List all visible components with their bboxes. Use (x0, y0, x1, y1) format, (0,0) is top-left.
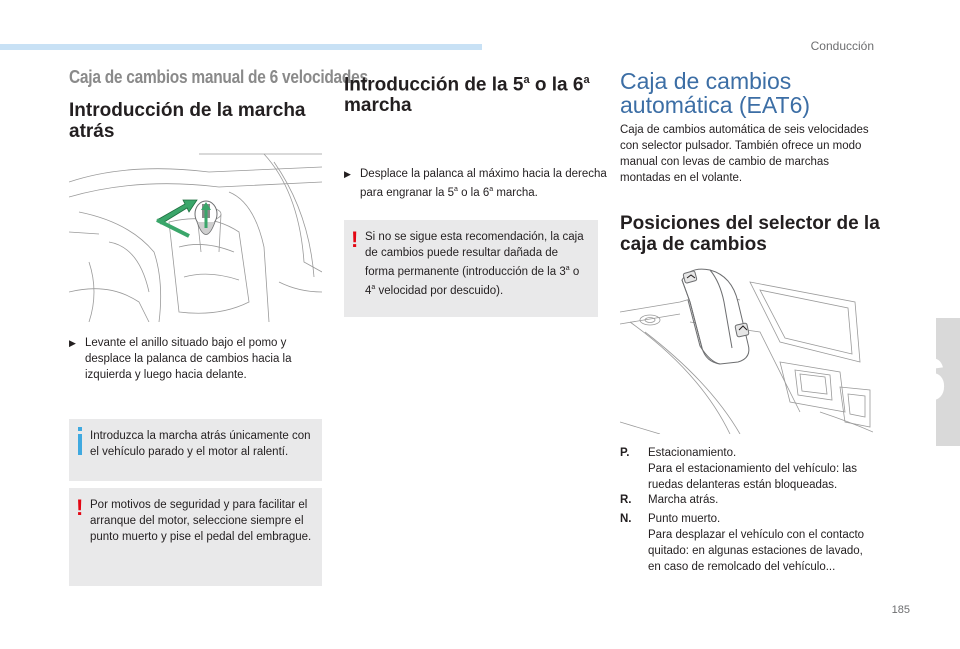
info-icon (78, 427, 82, 455)
warning-icon: ! (351, 227, 359, 252)
page-number: 185 (891, 604, 910, 616)
section-title: Caja de cambios manual de 6 velocidades (69, 67, 368, 87)
automatic-selector-illustration (620, 262, 873, 434)
warning-icon: ! (76, 495, 84, 520)
reverse-gear-instruction: ▶ Levante el anillo situado bajo el pomo y desplace la palanca de cambios hacia la izquierda y luego hacia delante. (69, 337, 292, 381)
fifth-sixth-gear-instruction: ▶ Desplace la palanca al máximo hacia la derecha para engranar la 5$^a$ o la 6$^a$ marcha. (344, 168, 607, 199)
manual-gearbox-illustration (69, 152, 322, 322)
selector-positions-heading: Posiciones del selector de la caja de cambios (620, 213, 880, 255)
arrow-bullet-icon: ▶ (344, 169, 351, 179)
header-bar (0, 44, 482, 50)
automatic-gearbox-heading: Caja de cambios automática (EAT6) (620, 68, 811, 118)
reverse-gear-heading: Introducción de la marcha atrás (69, 100, 306, 142)
selector-positions-list: P. Estacionamiento. Para el estacionamiento del vehículo: las ruedas delanteras están bloqueadas. R. Marcha atrás. N. Punto muerto. Para desplazar el vehículo con el contacto quitado: en algunas estaciones de lavado, en caso de remolcado del vehículo... (620, 447, 865, 573)
chapter-number: 6 (912, 346, 947, 413)
gear-warning-note: ! Si no se sigue esta recomendación, la caja de cambios puede resultar dañada de forma permanente (introducción de la 3$^a$ o 4$^a$ velocidad por descuido). (344, 220, 598, 317)
automatic-gearbox-intro: Caja de cambios automática de seis velocidades con selector pulsador. También ofrece un modo manual con levas de cambio de marchas montadas en el volante. (620, 124, 869, 184)
fifth-sixth-gear-heading: Introducción de la 5$^a$ o la 6$^a$ marcha (344, 74, 590, 117)
info-note: Introduzca la marcha atrás únicamente con el vehículo parado y el motor al ralentí. (69, 419, 322, 481)
chapter-title: Conducción (810, 39, 874, 53)
warning-note: ! Por motivos de seguridad y para facilitar el arranque del motor, seleccione siempre el punto muerto y pise el pedal del embrague. (69, 488, 322, 586)
arrow-bullet-icon: ▶ (69, 338, 76, 348)
